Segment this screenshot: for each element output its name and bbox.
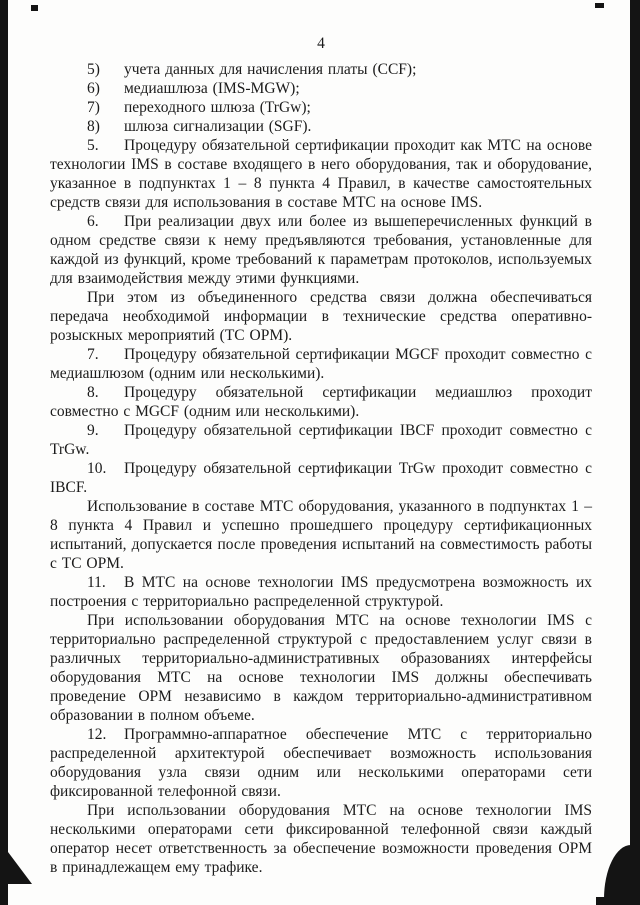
paragraph-number: 8.: [87, 384, 99, 401]
paragraph-number: 5.: [87, 137, 99, 154]
paragraph: [50, 345, 592, 383]
list-item: [50, 79, 592, 98]
paragraph: [50, 725, 592, 801]
scan-edge-bottom-artifact: [596, 897, 640, 905]
paragraph-text: Процедуру обязательной сертификации TrGw проходит совместно с IBCF.: [50, 460, 592, 496]
paragraph: [50, 421, 592, 459]
paragraph-text: При этом из объединенного средства связи должна обеспечиваться передача необходимой информации в технические средства оперативно-розыскных мероприятий (ТС ОРМ).: [50, 289, 592, 344]
paragraph: [50, 212, 592, 288]
list-item: [50, 98, 592, 117]
paragraph-text: Использование в составе МТС оборудования, указанного в подпунктах 1 – 8 пункта 4 Правил и успешно прошедшего процедуру сертификационных испытаний, допускается после проведения испытаний на совместимость работы с ТС ОРМ.: [50, 498, 592, 572]
paragraph-number: 7.: [87, 346, 99, 363]
list-item-text: учета данных для начисления платы (CCF);: [124, 61, 417, 78]
paragraph-number: 9.: [87, 422, 99, 439]
list-item-marker: 7): [87, 99, 100, 116]
scan-edge-left-artifact: [0, 0, 8, 905]
scan-corner-bottom-left-artifact: [8, 852, 32, 884]
paragraph-text: Процедуру обязательной сертификации проходит как МТС на основе технологии IMS в составе входящего в него оборудования, так и оборудование, указанное в подпунктах 1 – 8 пункта 4 Правил, в качестве самостоятельных средств связи для использования в составе МТС на основе IMS.: [50, 137, 592, 211]
list-item-marker: 6): [87, 80, 100, 97]
paragraph: [50, 573, 592, 611]
paragraph-number: 6.: [87, 213, 99, 230]
list-item: [50, 117, 592, 136]
paragraph-text: При использовании оборудования МТС на основе технологии IMS несколькими операторами сети фиксированной телефонной связи каждый оператор несет ответственность за обеспечение возможности проведения ОРМ в принадлежащем ему трафике.: [50, 802, 592, 876]
scan-corner-top-right-artifact: [595, 3, 604, 8]
text-block: [50, 34, 592, 877]
paragraph: [50, 801, 592, 877]
paragraph-number: 10.: [87, 460, 107, 477]
paragraph-text: При реализации двух или более из вышеперечисленных функций в одном средстве связи к нему предъявляются требования, установленные для каждой из функций, кроме требований к параметрам протоколов, используемых для взаимодействия между этими функциями.: [50, 213, 592, 287]
paragraph: [50, 459, 592, 497]
paragraph: [50, 136, 592, 212]
scan-edge-right-artifact: [630, 0, 640, 905]
paragraph-number: 11.: [87, 574, 106, 591]
paragraph-text: Процедуру обязательной сертификации медиашлюз проходит совместно с MGCF (одним или несколькими).: [50, 384, 592, 420]
list-item-text: медиашлюза (IMS-MGW);: [124, 80, 300, 97]
paragraph: [50, 611, 592, 725]
paragraph-text: Процедуру обязательной сертификации IBCF проходит совместно с TrGw.: [50, 422, 592, 458]
list-item-text: переходного шлюза (TrGw);: [124, 99, 311, 116]
paragraph: [50, 497, 592, 573]
list-item-marker: 5): [87, 61, 100, 78]
list-item: [50, 60, 592, 79]
paragraph-text: В МТС на основе технологии IMS предусмотрена возможность их построения с территориально распределенной структурой.: [50, 574, 592, 610]
scan-corner-top-left-artifact: [31, 5, 38, 11]
paragraph: [50, 288, 592, 345]
paragraph: [50, 383, 592, 421]
paragraph-text: При использовании оборудования МТС на основе технологии IMS с территориально распределенной структурой с предоставлением услуг связи в различных территориально-административных образованиях интерфейсы оборудования МТС на основе технологии IMS должны обеспечивать проведение ОРМ независимо в каждом территориально-административном образовании в полном объеме.: [50, 612, 592, 724]
paragraph-text: Программно-аппаратное обеспечение МТС с территориально распределенной архитектурой обеспечивает возможность использования оборудования узла связи одним или несколькими операторами сети фиксированной телефонной связи.: [50, 726, 592, 800]
list-item-marker: 8): [87, 118, 100, 135]
list-item-text: шлюза сигнализации (SGF).: [124, 118, 312, 135]
paragraph-text: Процедуру обязательной сертификации MGCF проходит совместно с медиашлюзом (одним или несколькими).: [50, 346, 592, 382]
page-number: 4: [317, 35, 325, 52]
paragraph-number: 12.: [87, 726, 107, 743]
scan-corner-bottom-right-artifact: [604, 845, 631, 905]
